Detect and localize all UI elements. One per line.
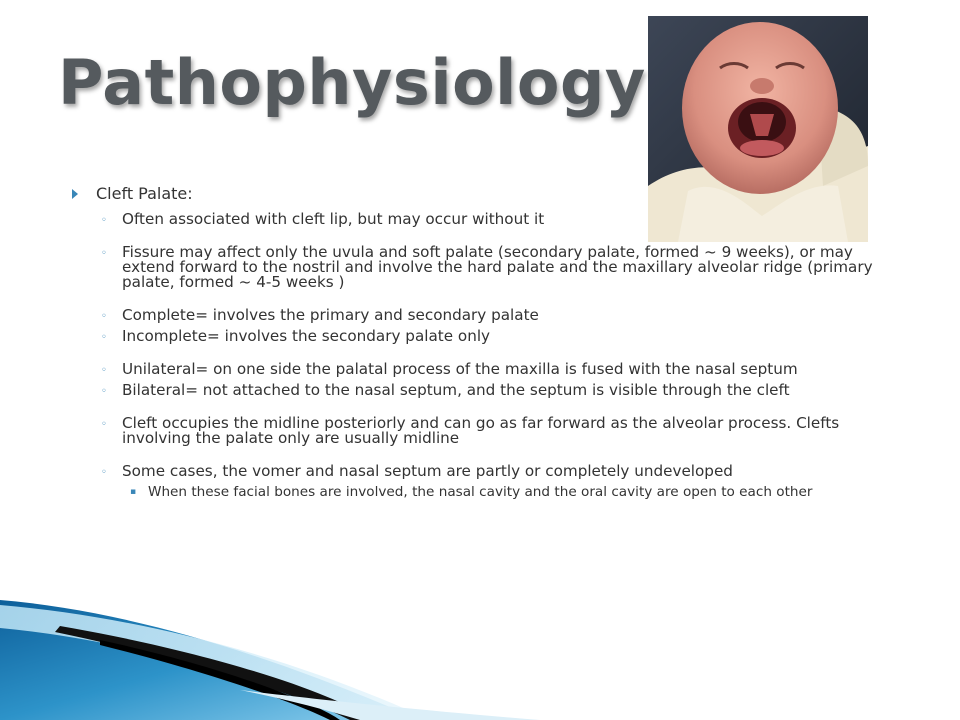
ring-bullet-icon: ◦ bbox=[101, 365, 107, 376]
slide-title: Pathophysiology bbox=[58, 46, 646, 119]
triangle-bullet-icon bbox=[72, 189, 78, 199]
sub-bullet bbox=[68, 329, 888, 344]
slide-content bbox=[68, 184, 888, 500]
sub-bullet bbox=[68, 245, 888, 290]
sub-sub-bullet bbox=[68, 485, 888, 500]
ring-bullet-icon: ◦ bbox=[101, 386, 107, 397]
ring-bullet-icon: ◦ bbox=[101, 419, 107, 430]
bullet-heading-text: Cleft Palate: bbox=[96, 184, 193, 203]
ring-bullet-icon: ◦ bbox=[101, 311, 107, 322]
sub-bullet bbox=[68, 212, 888, 227]
sub-bullet bbox=[68, 308, 888, 323]
sub-bullet-text: Often associated with cleft lip, but may occur without it bbox=[122, 210, 545, 228]
sub-bullet-text: Bilateral= not attached to the nasal septum, and the septum is visible through the cleft bbox=[122, 381, 790, 399]
sub-bullet bbox=[68, 362, 888, 377]
sub-bullet-text: Complete= involves the primary and secondary palate bbox=[122, 306, 539, 324]
ring-bullet-icon: ◦ bbox=[101, 332, 107, 343]
sub-bullet-text: Cleft occupies the midline posteriorly and can go as far forward as the alveolar process. Clefts involving the palate only are usually midline bbox=[122, 414, 840, 447]
sub-bullet-text: Some cases, the vomer and nasal septum are partly or completely undeveloped bbox=[122, 462, 733, 480]
sub-bullet bbox=[68, 464, 888, 479]
sub-bullet-text: Fissure may affect only the uvula and soft palate (secondary palate, formed ~ 9 weeks), or may extend forward to the nostril and involve the hard palate and the maxillary alveolar ridge (primary palate, formed ~ 4-5 weeks ) bbox=[122, 243, 873, 291]
sub-sub-bullet-text: When these facial bones are involved, the nasal cavity and the oral cavity are open to each other bbox=[148, 484, 813, 500]
sub-bullet bbox=[68, 416, 888, 446]
sub-bullet bbox=[68, 383, 888, 398]
sub-bullet-text: Unilateral= on one side the palatal process of the maxilla is fused with the nasal septum bbox=[122, 360, 798, 378]
ring-bullet-icon: ◦ bbox=[101, 248, 107, 259]
bullet-cleft-palate bbox=[68, 184, 888, 204]
diamond-bullet-icon: ▪ bbox=[130, 487, 137, 497]
ring-bullet-icon: ◦ bbox=[101, 467, 107, 478]
ring-bullet-icon: ◦ bbox=[101, 215, 107, 226]
sub-bullet-text: Incomplete= involves the secondary palate only bbox=[122, 327, 491, 345]
